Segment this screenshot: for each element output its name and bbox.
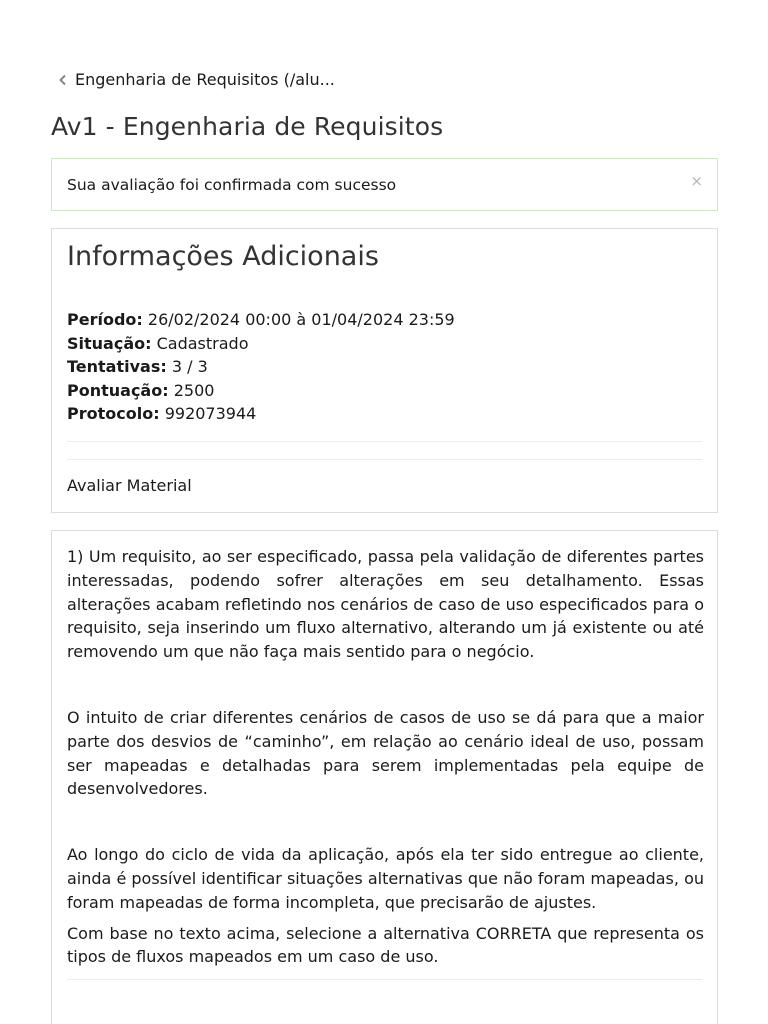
- divider: [67, 441, 702, 442]
- info-row-tentativas: [67, 355, 455, 379]
- info-value: 26/02/2024 00:00 à 01/04/2024 23:59: [147, 310, 455, 329]
- chevron-left-icon: [55, 73, 69, 87]
- info-label: Tentativas:: [67, 357, 167, 376]
- alert-message: Sua avaliação foi confirmada com sucesso: [67, 175, 397, 194]
- info-list: [67, 308, 455, 426]
- breadcrumb[interactable]: [55, 70, 335, 89]
- info-value: 992073944: [164, 404, 257, 423]
- panel-title: Informações Adicionais: [67, 241, 379, 272]
- question-prompt: Com base no texto acima, selecione a alternativa CORRETA que representa os tipos de fluxos mapeados em um caso de uso.: [67, 923, 704, 967]
- info-value: 2500: [173, 380, 215, 400]
- info-row-pontuacao: [67, 379, 455, 403]
- divider: [67, 459, 702, 460]
- info-label: Situação:: [67, 333, 152, 353]
- close-icon[interactable]: ×: [690, 172, 703, 190]
- avaliar-material-link[interactable]: Avaliar Material: [67, 476, 192, 495]
- question-paragraph: 1) Um requisito, ao ser especificado, passa pela validação de diferentes partes interessadas, podendo sofrer alterações em seu detalhamento. Essas alterações acabam refletindo nos cenários de caso de uso especificados para o requisito, seja inserindo um fluxo alternativo, alterando um já existente ou até removendo um que não faça mais sentido para o negócio.: [67, 547, 704, 662]
- info-panel: [51, 228, 718, 513]
- info-row-protocolo: [67, 402, 455, 426]
- question-paragraph: Ao longo do ciclo de vida da aplicação, após ela ter sido entregue ao cliente, ainda é possível identificar situações alternativas que não foram mapeadas, ou foram mapeadas de forma incompleta, que precisarão de ajustes.: [67, 845, 704, 912]
- info-label: Protocolo:: [67, 404, 160, 423]
- info-row-periodo: [67, 308, 455, 332]
- breadcrumb-label: Engenharia de Requisitos (/alu...: [75, 70, 335, 89]
- info-row-situacao: [67, 332, 455, 356]
- success-alert: [51, 158, 718, 211]
- question-panel: [51, 530, 718, 1024]
- info-value: Cadastrado: [156, 333, 249, 353]
- divider: [67, 979, 702, 980]
- info-label: Período:: [67, 310, 143, 329]
- question-text: [67, 545, 704, 969]
- question-paragraph: O intuito de criar diferentes cenários de casos de uso se dá para que a maior parte dos desvios de “caminho”, em relação ao cenário ideal de uso, possam ser mapeadas e detalhadas para serem implementadas pela equipe de desenvolvedores.: [67, 707, 704, 799]
- info-value: 3 / 3: [171, 357, 208, 376]
- page-title: Av1 - Engenharia de Requisitos: [51, 112, 444, 141]
- info-label: Pontuação:: [67, 380, 169, 400]
